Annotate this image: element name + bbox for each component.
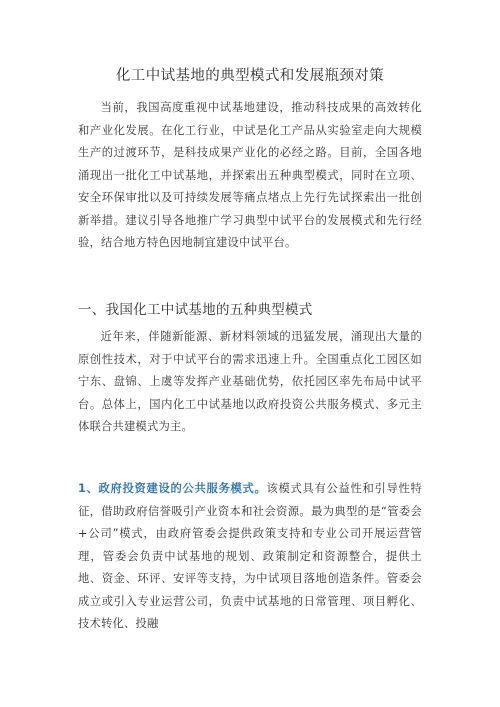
- section-paragraph: 近年来，伴随新能源、新材料领域的迅猛发展，涌现出大量的原创性技术，对于中试平台的需求迅速上升。全国重点化工园区如宁东、盘锦、上虞等发挥产业基础优势，依托园区率先布局中试平台。总体上，国内化工中试基地以政府投资公共服务模式、多元主体联合共建模式为主。: [78, 330, 422, 433]
- intro-paragraph: 当前，我国高度重视中试基地建设，推动科技成果的高效转化和产业化发展。在化工行业，中试是化工产品从实验室走向大规模生产的过渡环节，是科技成果产业化的必经之路。目前，全国各地涌现出一批化工中试基地，并探索出五种典型模式，同时在立项、安全环保审批以及可持续发展等痛点堵点上先行先试探索出一批创新举措。建议引导各地推广学习典型中试平台的发展模式和先行经验，结合地方特色因地制宜建设中试平台。: [78, 101, 422, 249]
- list-item-1-lead: 1、政府投资建设的公共服务模式。: [78, 482, 267, 495]
- list-item-1-text: 该模式具有公益性和引导性特征，借助政府信誉吸引产业资本和社会资源。最为典型的是“管委会+公司”模式，由政府管委会提供政策支持和专业公司开展运营管理，管委会负责中试基地的规划、政策制定和资源整合，提供土地、资金、环评、安评等支持，为中试项目落地创造条件。管委会成立或引入专业运营公司，负责中试基地的日常管理、项目孵化、技术转化、投融: [78, 482, 422, 630]
- list-item-1: [78, 478, 422, 636]
- document-title: 化工中试基地的典型模式和发展瓶颈对策: [115, 68, 385, 84]
- section-heading: 一、我国化工中试基地的五种典型模式: [78, 302, 313, 318]
